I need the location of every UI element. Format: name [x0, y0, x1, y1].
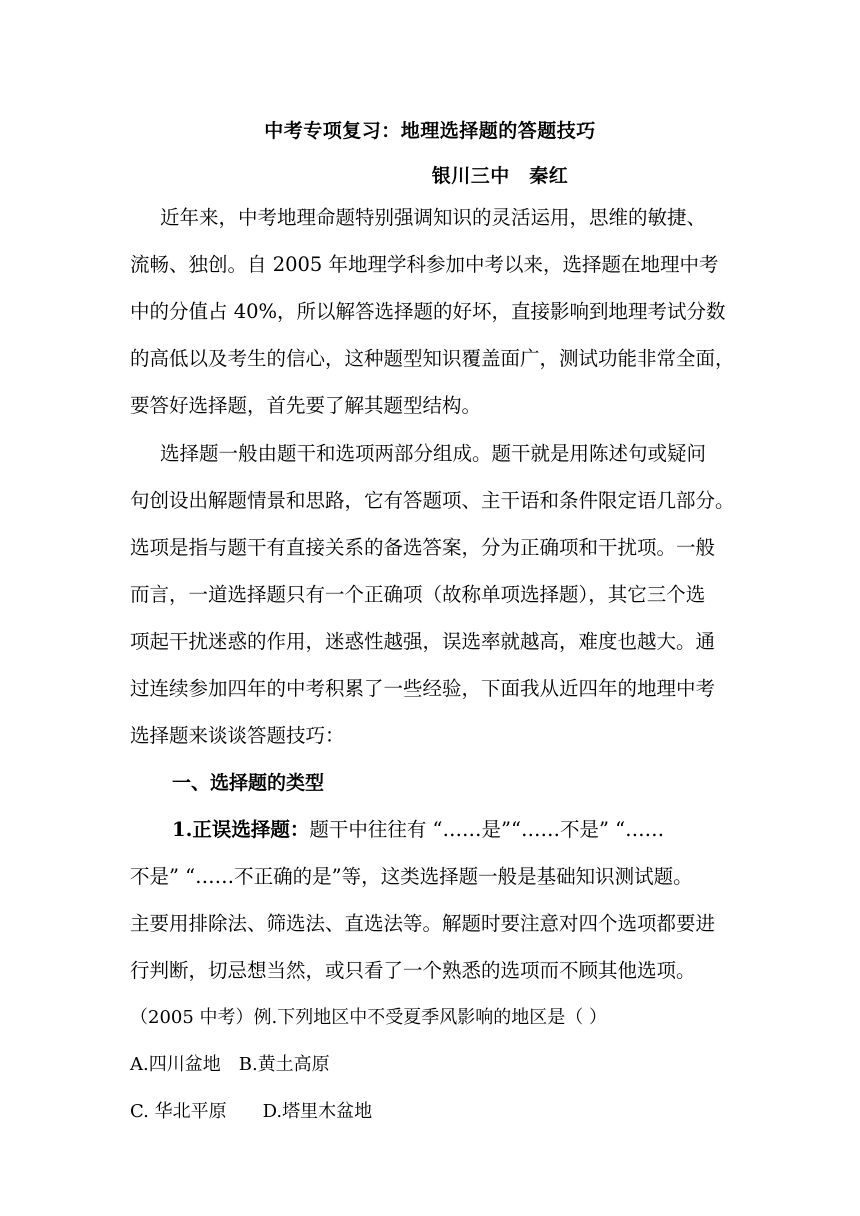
answer-options-line: C. 华北平原 D.塔里木盆地 [130, 1101, 373, 1122]
example-question: （2005 中考）例.下列地区中不受夏季风影响的地区是（ ） [130, 1007, 607, 1028]
paragraph-line: 不是” “……不正确的是”等，这类选择题一般是基础知识测试题。 [130, 865, 693, 888]
paragraph-line: 选择题一般由题干和选项两部分组成。题干就是用陈述句或疑问 [160, 442, 707, 465]
item-text: 题干中往往有 “……是”“……不是” “…… [309, 818, 665, 841]
paragraph-line: 项起干扰迷惑的作用，迷惑性越强，误选率就越高，难度也越大。通 [130, 630, 716, 653]
answer-options-line: A.四川盆地 B.黄土高原 [130, 1054, 330, 1075]
document-author: 银川三中 秦红 [431, 165, 569, 187]
paragraph-line: 中的分值占 40%，所以解答选择题的好坏，直接影响到地理考试分数 [130, 300, 726, 323]
paragraph-line: 要答好选择题，首先要了解其题型结构。 [130, 394, 482, 417]
item-first-line [172, 818, 664, 842]
paragraph-line: 选择题来谈谈答题技巧： [130, 724, 345, 747]
item-label: 1.正误选择题： [172, 818, 310, 841]
paragraph-line: 句创设出解题情景和思路，它有答题项、主干语和条件限定语几部分。 [130, 489, 735, 512]
document-title: 中考专项复习：地理选择题的答题技巧 [264, 120, 596, 142]
paragraph-line: 过连续参加四年的中考积累了一些经验，下面我从近四年的地理中考 [130, 677, 716, 700]
paragraph-line: 主要用排除法、筛选法、直选法等。解题时要注意对四个选项都要进 [130, 912, 716, 935]
paragraph-line: 选项是指与题干有直接关系的备选答案，分为正确项和干扰项。一般 [130, 536, 716, 559]
paragraph-line: 的高低以及考生的信心，这种题型知识覆盖面广，测试功能非常全面， [130, 347, 735, 370]
section-heading: 一、选择题的类型 [172, 772, 325, 794]
paragraph-line: 近年来，中考地理命题特别强调知识的灵活运用，思维的敏捷、 [160, 206, 707, 229]
paragraph-line: 流畅、独创。自 2005 年地理学科参加中考以来，选择题在地理中考 [130, 253, 719, 276]
paragraph-line: 行判断，切忌想当然，或只看了一个熟悉的选项而不顾其他选项。 [130, 959, 696, 982]
paragraph-line: 而言，一道选择题只有一个正确项（故称单项选择题），其它三个选 [130, 583, 706, 606]
